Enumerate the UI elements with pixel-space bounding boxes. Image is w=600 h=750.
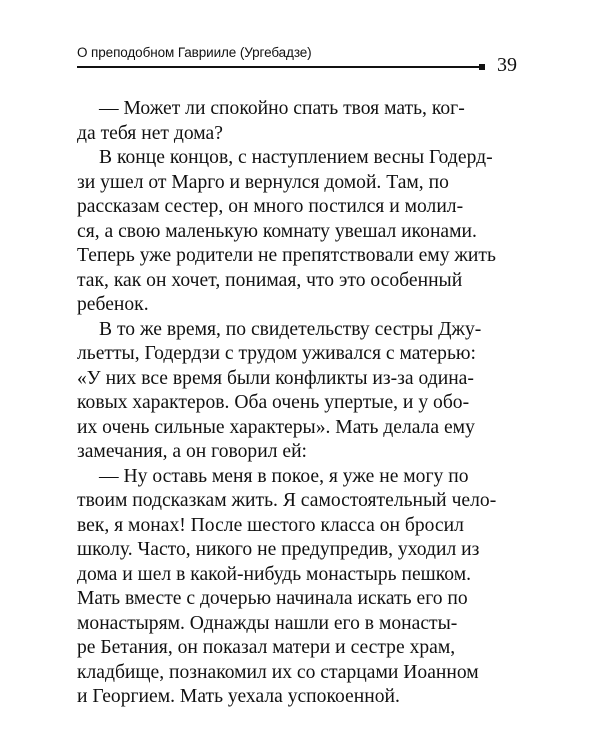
header-rule-end-mark <box>479 64 485 70</box>
text-line: В конце концов, с наступлением весны Годерд- <box>99 147 493 168</box>
text-line: школу. Часто, никого не предупредив, уходил из <box>77 539 480 560</box>
text-line: дома и шел в какой-нибудь монастырь пешком. <box>77 563 472 585</box>
text-line: век, я монах! После шестого класса он бросил <box>77 514 464 536</box>
text-line: кладбище, познакомил их со старцами Иоанном <box>77 661 479 683</box>
text-line: ковых характеров. Оба очень упертые, и у обо- <box>77 392 470 413</box>
text-line: В то же время, по свидетельству сестры Джу- <box>99 318 482 340</box>
text-line: так, как он хочет, понимая, что это особенный <box>77 269 463 291</box>
text-line: «У них все время были конфликты из-за одина- <box>77 367 474 389</box>
text-line: льетты, Годердзи с трудом уживался с матерью: <box>77 343 476 364</box>
text-line: и Георгием. Мать уехала успокоенной. <box>77 686 400 707</box>
text-line: монастырям. Однажды нашли его в монасты- <box>77 612 458 634</box>
text-line: рассказам сестер, он много постился и молил- <box>77 196 464 217</box>
text-line: — Может ли спокойно спать твоя мать, ког- <box>99 98 465 119</box>
text-line: — Ну оставь меня в покое, я уже не могу по <box>99 465 469 487</box>
text-line: ре Бетания, он показал матери и сестре храм, <box>77 637 456 658</box>
text-line: ребенок. <box>77 294 149 315</box>
page-header <box>77 34 524 74</box>
header-rule <box>77 66 485 68</box>
text-line: Мать вместе с дочерью начинала искать его по <box>77 588 468 609</box>
text-line: замечания, а он говорил ей: <box>77 441 307 462</box>
page-number: 39 <box>497 54 517 76</box>
body-text <box>77 97 517 710</box>
text-line: Теперь уже родители не препятствовали ему жить <box>77 245 496 266</box>
running-title: О преподобном Гаврииле (Ургебадзе) <box>77 45 312 60</box>
text-line: их очень сильные характеры». Мать делала ему <box>77 416 475 438</box>
text-line: твоим подсказкам жить. Я самостоятельный чело- <box>77 490 497 511</box>
text-line: ся, а свою маленькую комнату увешал иконами. <box>77 220 477 242</box>
text-line: да тебя нет дома? <box>77 122 223 144</box>
text-line: зи ушел от Марго и вернулся домой. Там, по <box>77 171 449 193</box>
